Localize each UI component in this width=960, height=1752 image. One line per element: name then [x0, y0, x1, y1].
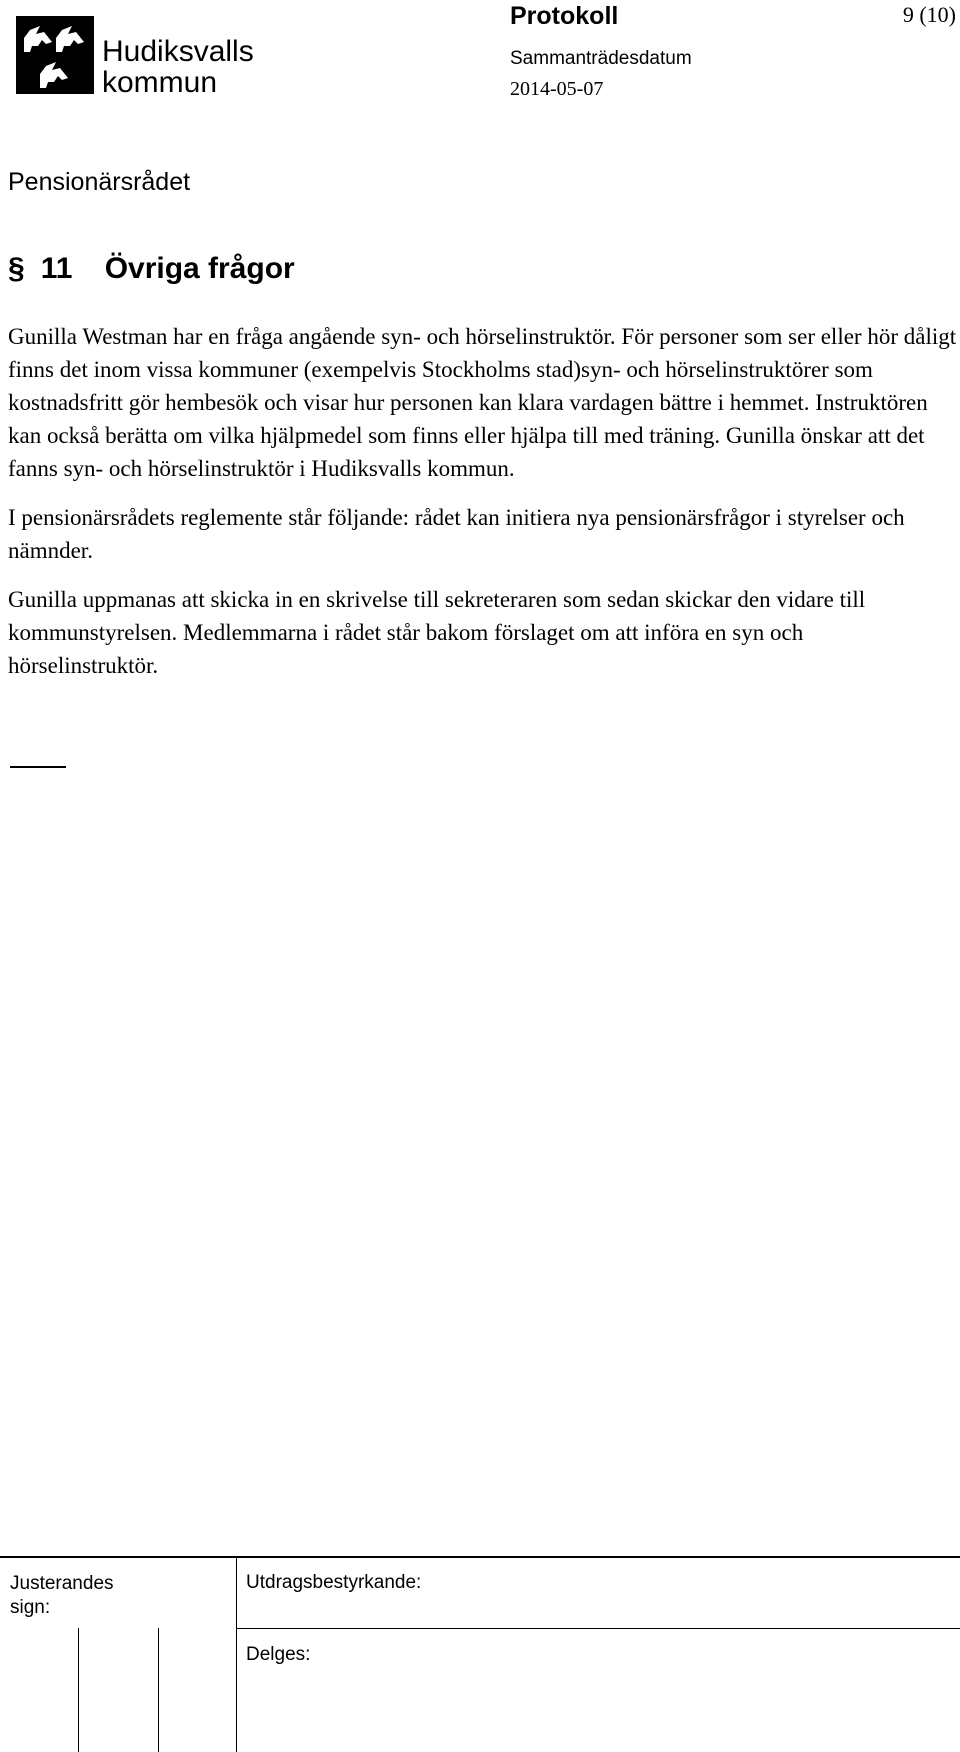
- goat-emblem-icon: [16, 16, 94, 94]
- end-of-section-rule: [10, 766, 66, 768]
- utdragsbestyrkande-label: Utdragsbestyrkande:: [246, 1572, 422, 1593]
- meeting-date-label: Sammanträdesdatum: [510, 48, 692, 69]
- section-title: Övriga frågor: [104, 252, 295, 285]
- justerandes-label-line1: Justerandes: [10, 1573, 114, 1594]
- org-logo: [16, 16, 256, 98]
- signature-footer: [0, 1556, 960, 1752]
- footer-row-divider: [236, 1628, 960, 1629]
- logo-text-line1: Hudiksvalls: [102, 35, 254, 68]
- section-symbol: §: [8, 252, 25, 285]
- justerandes-label-line2: sign:: [10, 1597, 51, 1618]
- paragraph-3: Gunilla uppmanas att skicka in en skrivelse till sekreteraren som sedan skickar den vidare till kommunstyrelsen. Medlemmarna i rådet står bakom förslaget om att införa en syn och hörselinstruktör.: [8, 587, 866, 678]
- logo-text-line2: kommun: [102, 66, 218, 99]
- organization-name: Pensionärsrådet: [8, 168, 191, 196]
- page-number: 9 (10): [902, 2, 956, 27]
- paragraph-2: I pensionärsrådets reglemente står följande: rådet kan initiera nya pensionärsfrågor i styrelser och nämnder.: [8, 505, 905, 563]
- section-number: 11: [40, 252, 73, 285]
- signature-box-divider: [158, 1628, 159, 1752]
- signature-box-divider: [78, 1628, 79, 1752]
- paragraph-1: Gunilla Westman har en fråga angående syn- och hörselinstruktör. För personer som ser eller hör dåligt finns det inom vissa kommuner (exempelvis Stockholms stad)syn- och hörselinstruktörer som kostnadsfritt gör hembesök och visar hur personen kan klara vardagen bättre i hemmet. Instruktören kan också berätta om vilka hjälpmedel som finns eller hjälpa till med träning. Gunilla önskar att det fanns syn- och hörselinstruktör i Hudiksvalls kommun.: [8, 324, 957, 481]
- logo-text: [102, 36, 254, 98]
- justerandes-sign-label: [10, 1572, 114, 1620]
- section-heading: [8, 252, 295, 286]
- delges-label: Delges:: [246, 1644, 311, 1665]
- protocol-body: [8, 320, 958, 698]
- signature-box-divider: [236, 1558, 237, 1752]
- meeting-date: 2014-05-07: [510, 78, 604, 100]
- document-type: Protokoll: [510, 2, 619, 30]
